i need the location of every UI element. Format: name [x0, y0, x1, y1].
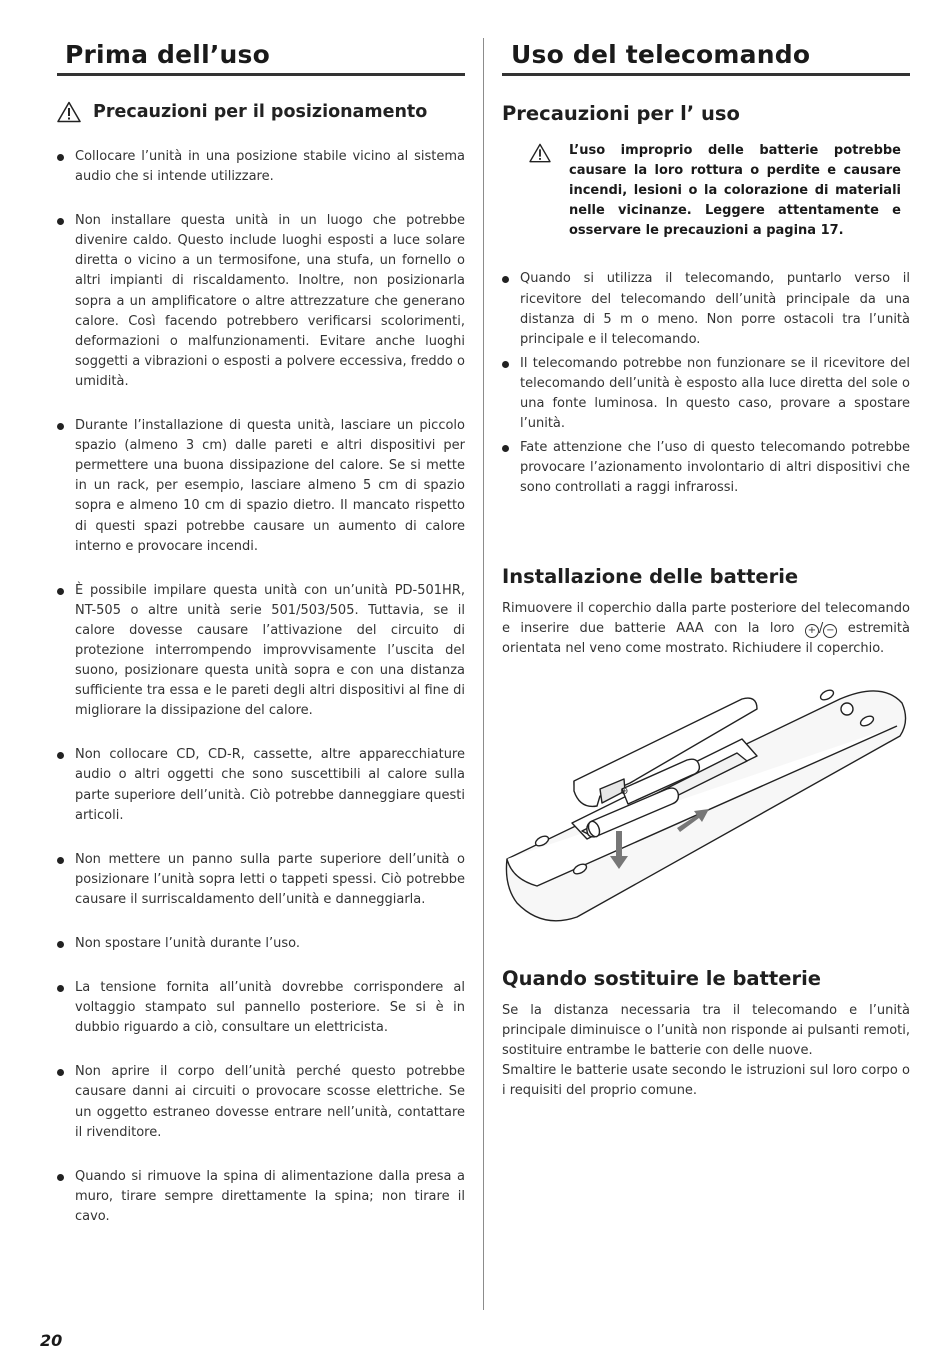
svg-text:⊕: ⊕	[620, 785, 629, 797]
bullet-icon	[57, 857, 64, 864]
bullet-icon	[57, 1174, 64, 1181]
placement-precautions-list	[57, 147, 465, 1227]
plus-circle-icon: +	[805, 624, 819, 638]
warning-icon	[57, 101, 81, 123]
right-page-title: Uso del telecomando	[502, 40, 910, 76]
list-item: Non aprire il corpo dell’unità perché questo potrebbe causare danni ai circuiti o provocare scosse elettriche. Se un oggetto estraneo dovesse entrare nell’unità, contattare il rivenditore.	[57, 1062, 465, 1142]
bullet-icon	[57, 985, 64, 992]
list-item: Non spostare l’unità durante l’uso.	[57, 934, 465, 954]
column-divider	[483, 38, 484, 1310]
placement-precautions-heading	[57, 101, 465, 123]
right-column	[502, 40, 910, 1101]
list-item: Non collocare CD, CD-R, cassette, altre apparecchiature audio o altri oggetti che sono suscettibili al calore sulla parte superiore dell’unità. Ciò potrebbe danneggiare questi articoli.	[57, 745, 465, 825]
bullet-icon	[57, 588, 64, 595]
warning-icon	[529, 143, 551, 163]
list-item: Quando si rimuove la spina di alimentazione dalla presa a muro, tirare sempre direttamente la spina; non tirare il cavo.	[57, 1167, 465, 1227]
list-item: È possibile impilare questa unità con un’unità PD-501HR, NT-505 o altre unità serie 501/503/505. Tuttavia, se il calore dovesse causare l’attivazione del circuito di protezione interrompendo improvvisamente l’uscita del suono, posizionare questa unità sopra e con una distanza sufficiente tra essa e le pareti degli altri dispositivi al fine di migliorare la dissipazione del calore.	[57, 581, 465, 722]
bullet-icon	[57, 423, 64, 430]
remote-usage-list	[502, 269, 910, 498]
list-item: Non installare questa unità in un luogo che potrebbe divenire caldo. Questo include luoghi esposti a luce solare diretta o vicino a un termosifone, una stufa, un fornello o altri impianti di riscaldamento. Inoltre, non posizionarla sopra a un amplificatore o altre attrezzature che generano calore. Così facendo potrebbero verificarsi scolorimenti, deformazioni o malfunzionamenti. Evitare anche luoghi soggetti a vibrazioni o esposti a polvere eccessiva, freddo o umidità.	[57, 211, 465, 392]
bullet-icon	[502, 445, 509, 452]
left-page-title: Prima dell’uso	[57, 40, 465, 76]
bullet-icon	[57, 154, 64, 161]
list-item: Il telecomando potrebbe non funzionare se il ricevitore del telecomando dell’unità è esposto alla luce diretta del sole o una fonte luminosa. In questo caso, provare a spostare l’unità.	[502, 354, 910, 434]
bullet-icon	[57, 752, 64, 759]
placement-precautions-title: Precauzioni per il posizionamento	[93, 102, 428, 122]
battery-replace-text-1: Se la distanza necessaria tra il telecomando e l’unità principale diminuisce o l’unità non risponde ai pulsanti remoti, sostituire entrambe le batterie con delle nuove.	[502, 1002, 910, 1058]
bullet-icon	[502, 276, 509, 283]
list-item: Non mettere un panno sulla parte superiore dell’unità o posizionare l’unità sopra letti o tappeti spessi. Ciò potrebbe causare il surriscaldamento dell’unità e danneggiarla.	[57, 850, 465, 910]
battery-replace-heading: Quando sostituire le batterie	[502, 966, 821, 990]
battery-install-heading: Installazione delle batterie	[502, 564, 799, 588]
bullet-icon	[57, 218, 64, 225]
bullet-icon	[57, 941, 64, 948]
list-item: Fate attenzione che l’uso di questo telecomando potrebbe provocare l’azionamento involontario di altri dispositivi che sono controllati a raggi infrarossi.	[502, 438, 910, 498]
bullet-icon	[57, 1069, 64, 1076]
left-column	[57, 40, 465, 1227]
list-item: Durante l’installazione di questa unità, lasciare un piccolo spazio (almeno 3 cm) dalle pareti e altri dispositivi per permettere una buona dissipazione del calore. Se si mette in un rack, per esempio, lasciare almeno 5 cm di spazio sopra e almeno 10 cm di spazio dietro. Il mancato rispetto di questi spazi potrebbe causare un aumento di calore interno e provocare incendi.	[57, 416, 465, 557]
minus-circle-icon: −	[823, 624, 837, 638]
list-item: La tensione fornita all’unità dovrebbe corrispondere al voltaggio stampato sul pannello posteriore. Se si è in dubbio riguardo a ciò, consultare un elettricista.	[57, 978, 465, 1038]
battery-installation-illustration	[502, 681, 910, 931]
list-item: Collocare l’unità in una posizione stabile vicino al sistema audio che si intende utilizzare.	[57, 147, 465, 187]
usage-precautions-heading: Precauzioni per l’ uso	[502, 102, 740, 125]
page-number: 20	[40, 1331, 63, 1350]
battery-install-text: Rimuovere il coperchio dalla parte posteriore del telecomando e inserire due batterie AAA con la loro + / − estremità orientata nel veno come mostrato. Richiudere il coperchio.	[502, 600, 910, 656]
battery-replace-text-2: Smaltire le batterie usate secondo le istruzioni sul loro corpo o i requisiti del proprio comune.	[502, 1063, 910, 1099]
bullet-icon	[502, 361, 509, 368]
battery-warning	[502, 141, 910, 241]
battery-warning-text: L’uso improprio delle batterie potrebbe causare la loro rottura o perdite e causare incendi, lesioni o la colorazione di materiali nelle vicinanze. Leggere attentamente e osservare le precauzioni a pagina 17.	[569, 143, 901, 239]
list-item: Quando si utilizza il telecomando, puntarlo verso il ricevitore del telecomando dell’unità principale da una distanza di 5 m o meno. Non porre ostacoli tra l’unità principale e il telecomando.	[502, 269, 910, 349]
